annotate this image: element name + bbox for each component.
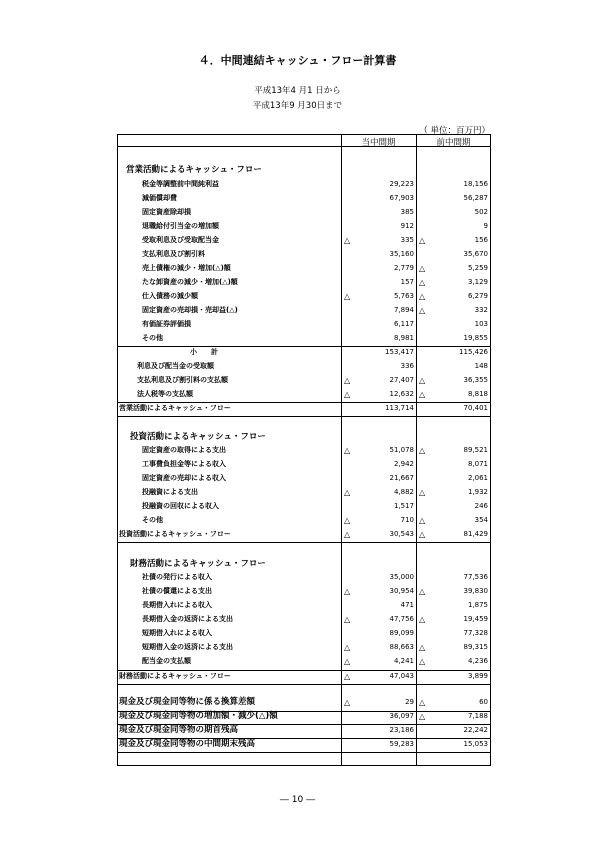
- value-previous: 39,830: [463, 587, 488, 595]
- row-divider: [117, 670, 491, 671]
- value-current: 8,981: [393, 334, 414, 342]
- value-current: 710: [400, 516, 414, 524]
- row-label: 売上債権の減少・増加(△)額: [142, 264, 231, 272]
- row-label: 法人税等の支払額: [137, 390, 193, 398]
- column-divider: [416, 134, 417, 766]
- row-label: 有価証券評価損: [142, 320, 191, 328]
- value-current: 27,407: [389, 376, 414, 384]
- value-current: 4,882: [393, 488, 414, 496]
- value-previous: 60: [479, 698, 488, 706]
- negative-marker: △: [419, 615, 426, 624]
- negative-marker: △: [419, 488, 426, 497]
- value-previous: 502: [474, 208, 488, 216]
- row-label: 現金及び現金同等物の期首残高: [119, 725, 239, 735]
- value-current: 2,779: [393, 264, 414, 272]
- section-investing: 投資活動によるキャッシュ・フロー: [130, 432, 266, 442]
- negative-marker: △: [344, 530, 351, 539]
- value-previous: 115,426: [459, 348, 488, 356]
- value-previous: 77,536: [463, 573, 488, 581]
- row-label: 固定資産の取得による支出: [142, 446, 226, 454]
- value-previous: 3,899: [467, 672, 488, 680]
- row-label: 短期借入金の返済による支出: [142, 643, 233, 651]
- row-label: 支払利息及び割引料の支払額: [137, 376, 228, 384]
- row-label: 社債の償還による支出: [142, 587, 212, 595]
- value-current: 157: [400, 278, 414, 286]
- page-number: ― 10 ―: [279, 795, 316, 805]
- negative-marker: △: [419, 278, 426, 287]
- row-label: 固定資産除却損: [142, 208, 191, 216]
- row-label: 仕入債務の減少額: [142, 292, 198, 300]
- value-previous: 77,328: [463, 629, 488, 637]
- row-divider: [117, 542, 491, 543]
- value-previous: 81,429: [463, 530, 488, 538]
- negative-marker: △: [344, 615, 351, 624]
- row-divider: [117, 752, 491, 753]
- row-divider: [117, 146, 491, 147]
- negative-marker: △: [419, 698, 426, 707]
- value-current: 1,517: [393, 502, 414, 510]
- value-previous: 5,259: [467, 264, 488, 272]
- negative-marker: △: [419, 306, 426, 315]
- negative-marker: △: [419, 264, 426, 273]
- value-previous: 15,053: [463, 740, 488, 748]
- value-current: 12,632: [389, 390, 414, 398]
- period-from: 平成13年4 月1 日から: [254, 86, 341, 96]
- row-divider: [117, 684, 491, 685]
- row-label: 投資活動によるキャッシュ・フロー: [119, 530, 231, 538]
- negative-marker: △: [344, 488, 351, 497]
- negative-marker: △: [344, 657, 351, 666]
- value-previous: 9: [483, 222, 488, 230]
- negative-marker: △: [419, 587, 426, 596]
- row-label: たな卸資産の減少・増加(△)額: [142, 278, 238, 286]
- value-previous: 7,188: [467, 712, 488, 720]
- value-previous: 8,818: [467, 390, 488, 398]
- row-label: 小 計: [190, 348, 218, 356]
- negative-marker: △: [419, 292, 426, 301]
- value-current: 88,663: [389, 643, 414, 651]
- row-label: 受取利息及び受取配当金: [142, 236, 219, 244]
- negative-marker: △: [419, 446, 426, 455]
- value-previous: 89,521: [463, 446, 488, 454]
- negative-marker: △: [344, 516, 351, 525]
- value-current: 59,283: [389, 740, 414, 748]
- value-previous: 56,287: [463, 194, 488, 202]
- row-label: その他: [142, 334, 163, 342]
- negative-marker: △: [419, 236, 426, 245]
- value-current: 29,223: [389, 180, 414, 188]
- value-current: 7,894: [393, 306, 414, 314]
- value-previous: 6,279: [467, 292, 488, 300]
- header-previous: 前中間期: [436, 138, 471, 148]
- negative-marker: △: [419, 643, 426, 652]
- value-previous: 70,401: [463, 404, 488, 412]
- value-previous: 1,932: [467, 488, 488, 496]
- row-label: 現金及び現金同等物に係る換算差額: [119, 697, 256, 707]
- value-previous: 8,071: [467, 460, 488, 468]
- row-label: 投融資の回収による収入: [142, 502, 219, 510]
- value-current: 29: [405, 698, 414, 706]
- value-previous: 148: [474, 362, 488, 370]
- value-previous: 89,315: [463, 643, 488, 651]
- value-previous: 19,459: [463, 615, 488, 623]
- row-label: 現金及び現金同等物の中間期末残高: [119, 739, 256, 749]
- unit-label: （ 単位：百万円）: [419, 126, 490, 136]
- value-previous: 103: [474, 320, 488, 328]
- row-divider: [117, 402, 491, 403]
- row-label: その他: [142, 516, 163, 524]
- value-current: 30,543: [389, 530, 414, 538]
- row-label: 社債の発行による収入: [142, 573, 212, 581]
- value-previous: 156: [474, 236, 488, 244]
- negative-marker: △: [419, 712, 426, 721]
- value-previous: 246: [474, 502, 488, 510]
- negative-marker: △: [344, 587, 351, 596]
- row-label: 利息及び配当金の受取額: [137, 362, 214, 370]
- value-current: 35,000: [389, 573, 414, 581]
- value-current: 385: [400, 208, 414, 216]
- negative-marker: △: [344, 236, 351, 245]
- page-title: ４．中間連結キャッシュ・フロー計算書: [198, 54, 397, 67]
- row-label: 短期借入れによる収入: [142, 629, 212, 637]
- negative-marker: △: [419, 657, 426, 666]
- negative-marker: △: [344, 292, 351, 301]
- value-current: 471: [400, 601, 414, 609]
- value-current: 36,097: [389, 712, 414, 720]
- period-to: 平成13年9 月30日まで: [252, 101, 343, 111]
- negative-marker: △: [344, 643, 351, 652]
- negative-marker: △: [419, 376, 426, 385]
- value-previous: 1,875: [467, 601, 488, 609]
- value-current: 336: [400, 362, 414, 370]
- value-current: 335: [400, 236, 414, 244]
- value-current: 30,954: [389, 587, 414, 595]
- value-previous: 19,855: [463, 334, 488, 342]
- value-current: 5,763: [393, 292, 414, 300]
- row-label: 投融資による支出: [142, 488, 198, 496]
- value-current: 51,078: [389, 446, 414, 454]
- subtotal-rule: [117, 346, 491, 347]
- row-label: 減価償却費: [142, 194, 177, 202]
- row-divider: [117, 416, 491, 417]
- value-current: 21,667: [389, 474, 414, 482]
- negative-marker: △: [419, 516, 426, 525]
- value-previous: 36,355: [463, 376, 488, 384]
- negative-marker: △: [344, 698, 351, 707]
- value-previous: 22,242: [463, 726, 488, 734]
- value-previous: 2,061: [467, 474, 488, 482]
- value-current: 35,160: [389, 250, 414, 258]
- value-previous: 3,129: [467, 278, 488, 286]
- value-current: 113,714: [385, 404, 414, 412]
- row-label: 配当金の支払額: [142, 657, 191, 665]
- section-operating: 営業活動によるキャッシュ・フロー: [126, 165, 262, 175]
- row-label: 営業活動によるキャッシュ・フロー: [119, 404, 231, 412]
- column-divider: [341, 134, 342, 766]
- negative-marker: △: [344, 390, 351, 399]
- negative-marker: △: [344, 376, 351, 385]
- negative-marker: △: [419, 530, 426, 539]
- row-label: 支払利息及び割引料: [142, 250, 205, 258]
- value-current: 67,903: [389, 194, 414, 202]
- row-label: 固定資産の売却による収入: [142, 474, 226, 482]
- value-previous: 354: [474, 516, 488, 524]
- value-current: 23,186: [389, 726, 414, 734]
- row-label: 退職給付引当金の増加額: [142, 222, 219, 230]
- row-label: 長期借入れによる収入: [142, 601, 212, 609]
- header-current: 当中間期: [361, 138, 396, 148]
- row-label: 現金及び現金同等物の増加額・減少(△)額: [119, 711, 278, 721]
- value-current: 912: [400, 222, 414, 230]
- row-label: 工事費負担金等による収入: [142, 460, 226, 468]
- value-current: 47,756: [389, 615, 414, 623]
- value-current: 153,417: [385, 348, 414, 356]
- row-label: 長期借入金の返済による支出: [142, 615, 233, 623]
- value-previous: 18,156: [463, 180, 488, 188]
- negative-marker: △: [419, 390, 426, 399]
- section-financing: 財務活動によるキャッシュ・フロー: [130, 559, 266, 569]
- value-current: 4,241: [393, 657, 414, 665]
- value-previous: 4,236: [467, 657, 488, 665]
- row-label: 税金等調整前中間純利益: [142, 180, 219, 188]
- value-previous: 35,670: [463, 250, 488, 258]
- value-previous: 332: [474, 306, 488, 314]
- row-label: 固定資産の売却損・売却益(△): [142, 306, 238, 314]
- negative-marker: △: [344, 446, 351, 455]
- value-current: 2,942: [393, 460, 414, 468]
- value-current: 6,117: [393, 320, 414, 328]
- value-current: 47,043: [389, 672, 414, 680]
- value-current: 89,099: [389, 629, 414, 637]
- negative-marker: △: [344, 672, 351, 681]
- row-label: 財務活動によるキャッシュ・フロー: [119, 672, 231, 680]
